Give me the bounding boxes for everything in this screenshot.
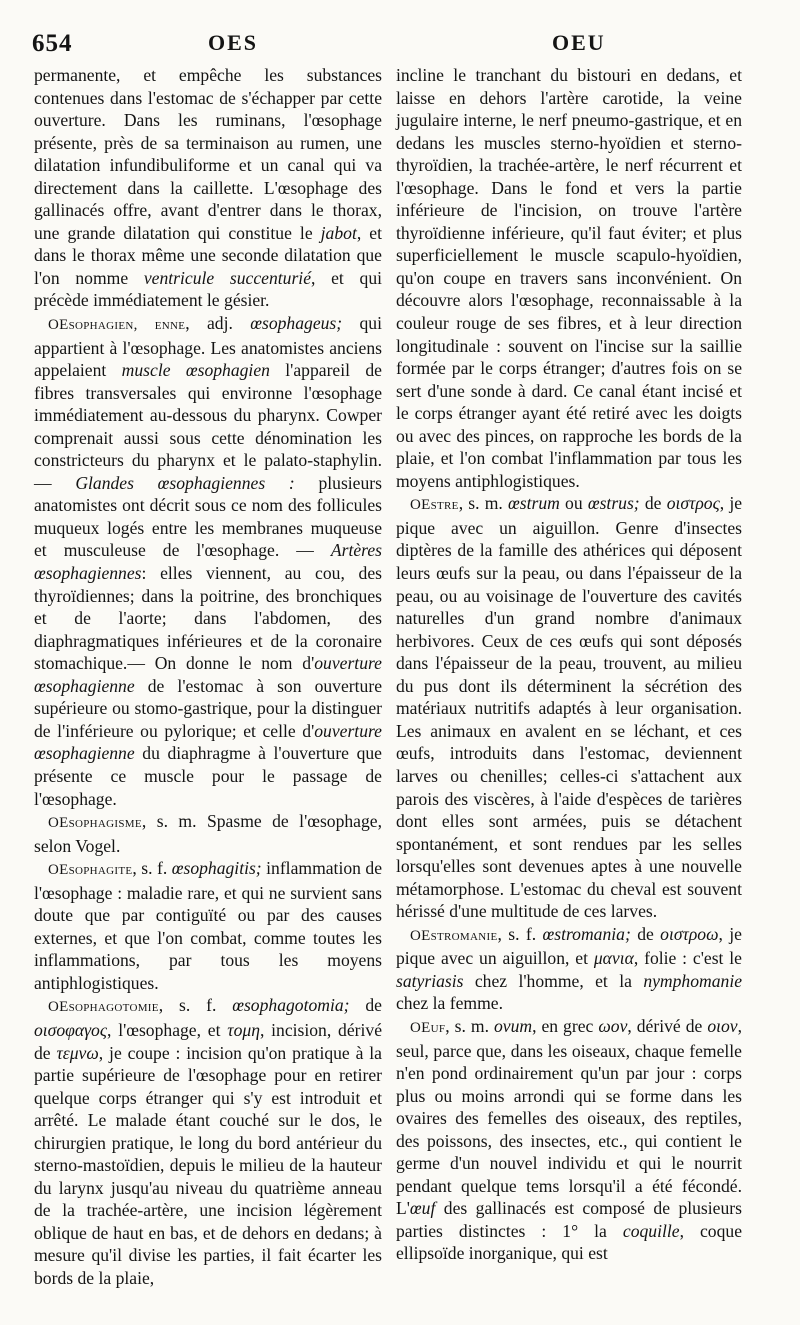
left-column <box>34 64 382 1290</box>
left-running-head: OES <box>208 30 259 55</box>
page-number: 654 <box>32 30 73 57</box>
headword: OEsophagisme <box>48 815 142 832</box>
entry-oesophagite: OEsophagite, s. f. œsophagitis; inflammation de l'œsophage : maladie rare, et qui ne survient sans doute que par contiguïté ou par des causes externes, et que l'on combat, comme toutes les inflammations, par tous les moyens antiphlogistiques. <box>34 858 383 993</box>
headword: OEsophagite <box>48 862 133 879</box>
entry-continuation: permanente, et empêche les substances contenues dans l'estomac de s'échapper par cette ouverture. Dans les ruminans, l'œsophage présente, près de sa terminaison au rumen, une dilatation infundibuliforme et un canal qui va directement dans la caillette. L'œsophage des gallinacés offre, avant d'entrer dans le thorax, une grande dilatation qui constitue le jabot, et dans le thorax même une seconde dilatation que l'on nomme ventricule succenturié, et qui précède immédiatement le gésier. <box>34 65 383 311</box>
right-running-head: OEU <box>552 30 606 55</box>
headword: OEstre <box>410 497 459 514</box>
entry-oestre: OEstre, s. m. œstrum ou œstrus; de οιστρος, je pique avec un aiguillon. Genre d'insectes diptères de la famille des athérices qui déposent leurs œufs sur la peau, ou dans l'épaisseur de la peau, ou au voisinage de l'ouverture des cavités naturelles d'un grand nombre d'animaux herbivores. Ceux de ces œufs qui sont déposés dans l'épaisseur de la peau, trouvent, au milieu du pus dont ils déterminent la sécrétion des matériaux nutritifs adaptés à leur organisation. Les animaux en avalent en se léchant, et ces œufs, introduits dans l'estomac, deviennent larves ou chenilles; celles-ci s'attachent aux parois des viscères, à l'aide d'espèces de tarières dont elles sont armées, puis se détachent spontanément, et sont rendues par les selles lorsqu'elles sont devenues aptes à une nouvelle métamorphose. L'estomac du cheval est souvent hérissé d'une multitude de ces larves. <box>396 493 743 922</box>
entry-oesophagisme: OEsophagisme, s. m. Spasme de l'œsophage, selon Vogel. <box>34 811 382 856</box>
entry-oeuf: OEuf, s. m. ovum, en grec ωον, dérivé de οιον, seul, parce que, dans les oiseaux, chaque femelle n'en pond ordinairement qu'un par jour : corps plus ou moins arrondi qui se forme dans les ovaires des femelles des oiseaux, des reptiles, des poissons, des insectes, etc., qui contient le germe d'un nouvel individu et qui le nourrit pendant quelque tems lorsqu'il a été fécondé. L'œuf des gallinacés est composé de plusieurs parties distinctes : 1° la coquille, coque ellipsoïde inorganique, qui est <box>396 1015 743 1264</box>
entry-oesophagien: OEsophagien, enne, adj. œsophageus; qui appartient à l'œsophage. Les anatomistes anciens appelaient muscle œsophagien l'appareil de fibres transversales qui environne l'œsophage immédiatement au-dessous du pharynx. Cowper comprenait aussi sous cette dénomination les constricteurs du pharynx et le palato-staphylin. — Glandes œsophagiennes : plusieurs anatomistes ont décrit sous ce nom des follicules muqueux logés entre les membranes muqueuse et musculeuse de l'œsophage. — Artères œsophagiennes: elles viennent, au cou, des thyroïdiennes; dans la poitrine, des bronchiques et de l'aorte; dans l'abdomen, des diaphragmatiques inférieures et de la coronaire stomachique.— On donne le nom d'ouverture œsophagienne de l'estomac à son ouverture supérieure ou stomo-gastrique, pour la distinguer de l'inférieure ou pylorique; et celle d'ouverture œsophagienne du diaphragme à l'ouverture que présente ce muscle pour le passage de l'œsophage. <box>34 313 382 809</box>
entry-oesophagotomie: OEsophagotomie, s. f. œsophagotomia; de οισοφαγος, l'œsophage, et τομη, incision, dérivé de τεμνω, je coupe : incision qu'on pratique à la partie supérieure de l'œsophage pour en retirer quelque corps étranger qui s'y est introduit et arrêté. Le malade étant couché sur le dos, le chirurgien pratique, le long du bord antérieur du sterno-mastoïdien, depuis le milieu de la hauteur du larynx jusqu'au niveau du quatrième anneau de la trachée-artère, une incision légèrement oblique de haut en bas, et de dehors en dedans; à mesure qu'il divise les parties, il fait écarter les bords de la plaie, <box>34 995 382 1288</box>
headword: OEuf <box>410 1019 446 1036</box>
headword: OEstromanie <box>410 927 498 944</box>
headword: OEsophagien, enne <box>48 317 186 334</box>
page-header <box>30 30 770 64</box>
right-column <box>396 64 742 1265</box>
entry-continuation: incline le tranchant du bistouri en dedans, et laisse en dehors l'artère carotide, la veine jugulaire interne, le nerf pneumo-gastrique, et en dedans les muscles sterno-hyoïdien et sterno-thyroïdien, la trachée-artère, le nerf récurrent et l'œsophage. Dans le fond et vers la partie inférieure de l'incision, on trouve l'artère thyroïdienne inférieure, qu'il faut éviter; et plus superficiellement le muscle scapulo-hyoïdien, qu'on coupe en travers sans inconvénient. On découvre alors l'œsophage, reconnaissable à la couleur rouge de ses fibres, et à leur direction longitudinale : souvent on l'incise sur la saillie formée par le corps étranger; d'autres fois on se sert d'une sonde à dard. Ce canal étant incisé et le corps étranger ayant été retiré avec les doigts ou avec des pinces, on rapproche les bords de la plaie, et l'on combat l'inflammation par tous les moyens antiphlogistiques. <box>396 65 742 491</box>
headword: OEsophagotomie <box>48 999 159 1016</box>
entry-oestromanie: OEstromanie, s. f. œstromania; de οιστροω, je pique avec un aiguillon, et μανια, folie : c'est le satyriasis chez l'homme, et la nymphomanie chez la femme. <box>396 923 743 1014</box>
